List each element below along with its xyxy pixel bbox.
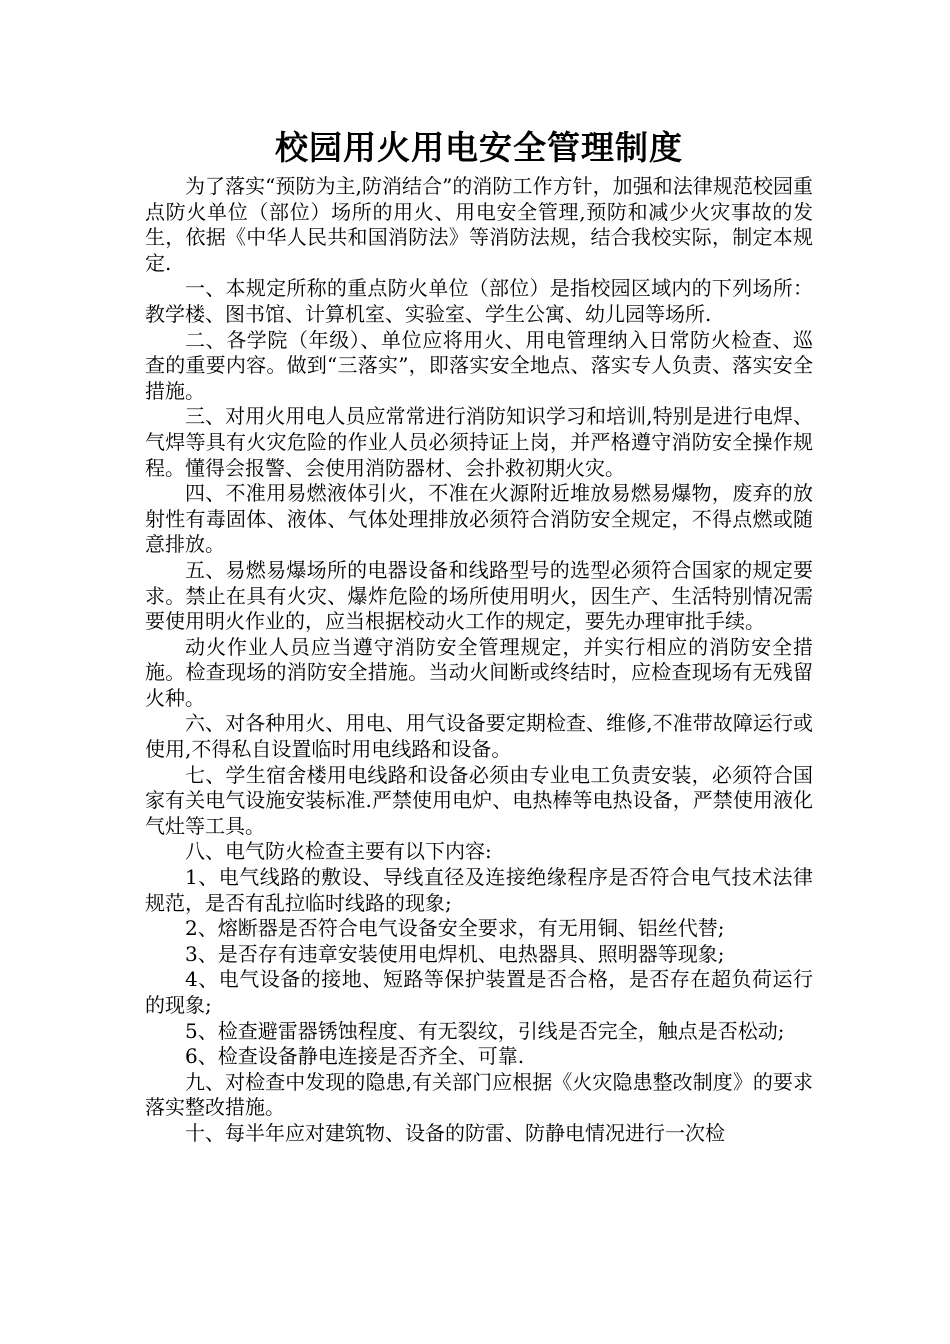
inspection-item-4: 4、电气设备的接地、短路等保护装置是否合格，是否存在超负荷运行的现象; (145, 967, 813, 1017)
paragraph-9: 九、对检查中发现的隐患,有关部门应根据《火灾隐患整改制度》的要求落实整改措施。 (145, 1069, 813, 1120)
paragraph-10: 十、每半年应对建筑物、设备的防雷、防静电情况进行一次检 (185, 1120, 725, 1145)
paragraph-5-supplement: 动火作业人员应当遵守消防安全管理规定，并实行相应的消防安全措施。检查现场的消防安全措施。当动火间断或终结时，应检查现场有无残留火种。 (145, 634, 813, 710)
paragraph-intro: 为了落实“预防为主,防消结合”的消防工作方针，加强和法律规范校园重点防火单位（部位）场所的用火、用电安全管理,预防和减少火灾事故的发生，依据《中华人民共和国消防法》等消防法规，结合我校实际，制定本规定. (145, 174, 813, 275)
paragraph-4: 四、不准用易燃液体引火，不准在火源附近堆放易燃易爆物，废弃的放射性有毒固体、液体、气体处理排放必须符合消防安全规定，不得点燃或随意排放。 (145, 481, 813, 557)
paragraph-5: 五、易燃易爆场所的电器设备和线路型号的选型必须符合国家的规定要求。禁止在具有火灾、爆炸危险的场所使用明火，因生产、生活特别情况需要使用明火作业的，应当根据校动火工作的规定，要先办理审批手续。 (145, 557, 813, 634)
paragraph-2: 二、各学院（年级）、单位应将用火、用电管理纳入日常防火检查、巡查的重要内容。做到“三落实”，即落实安全地点、落实专人负责、落实安全措施。 (145, 327, 813, 403)
paragraph-8: 八、电气防火检查主要有以下内容: (185, 839, 492, 864)
paragraph-1: 一、本规定所称的重点防火单位（部位）是指校园区域内的下列场所：教学楼、图书馆、计算机室、实验室、学生公寓、幼儿园等场所. (145, 276, 813, 326)
paragraph-3: 三、对用火用电人员应常常进行消防知识学习和培训,特别是进行电焊、气焊等具有火灾危险的作业人员必须持证上岗，并严格遵守消防安全操作规程。懂得会报警、会使用消防器材、会扑救初期火灾。 (145, 404, 813, 480)
inspection-item-1: 1、电气线路的敷设、导线直径及连接绝缘程序是否符合电气技术法律规范，是否有乱拉临时线路的现象; (145, 865, 813, 915)
document-page (145, 124, 813, 1147)
inspection-item-3: 3、是否存有违章安装使用电焊机、电热器具、照明器等现象; (185, 941, 725, 966)
inspection-item-2: 2、熔断器是否符合电气设备安全要求，有无用铜、铝丝代替; (185, 916, 725, 941)
paragraph-6: 六、对各种用火、用电、用气设备要定期检查、维修,不准带故障运行或使用,不得私自设置临时用电线路和设备。 (145, 711, 813, 762)
document-title: 校园用火用电安全管理制度 (275, 128, 683, 167)
inspection-item-5: 5、检查避雷器锈蚀程度、有无裂纹，引线是否完全，触点是否松动; (185, 1018, 785, 1043)
inspection-item-6: 6、检查设备静电连接是否齐全、可靠. (185, 1044, 525, 1069)
paragraph-7: 七、学生宿舍楼用电线路和设备必须由专业电工负责安装，必须符合国家有关电气设施安装标准.严禁使用电炉、电热棒等电热设备，严禁使用液化气灶等工具。 (145, 762, 813, 838)
